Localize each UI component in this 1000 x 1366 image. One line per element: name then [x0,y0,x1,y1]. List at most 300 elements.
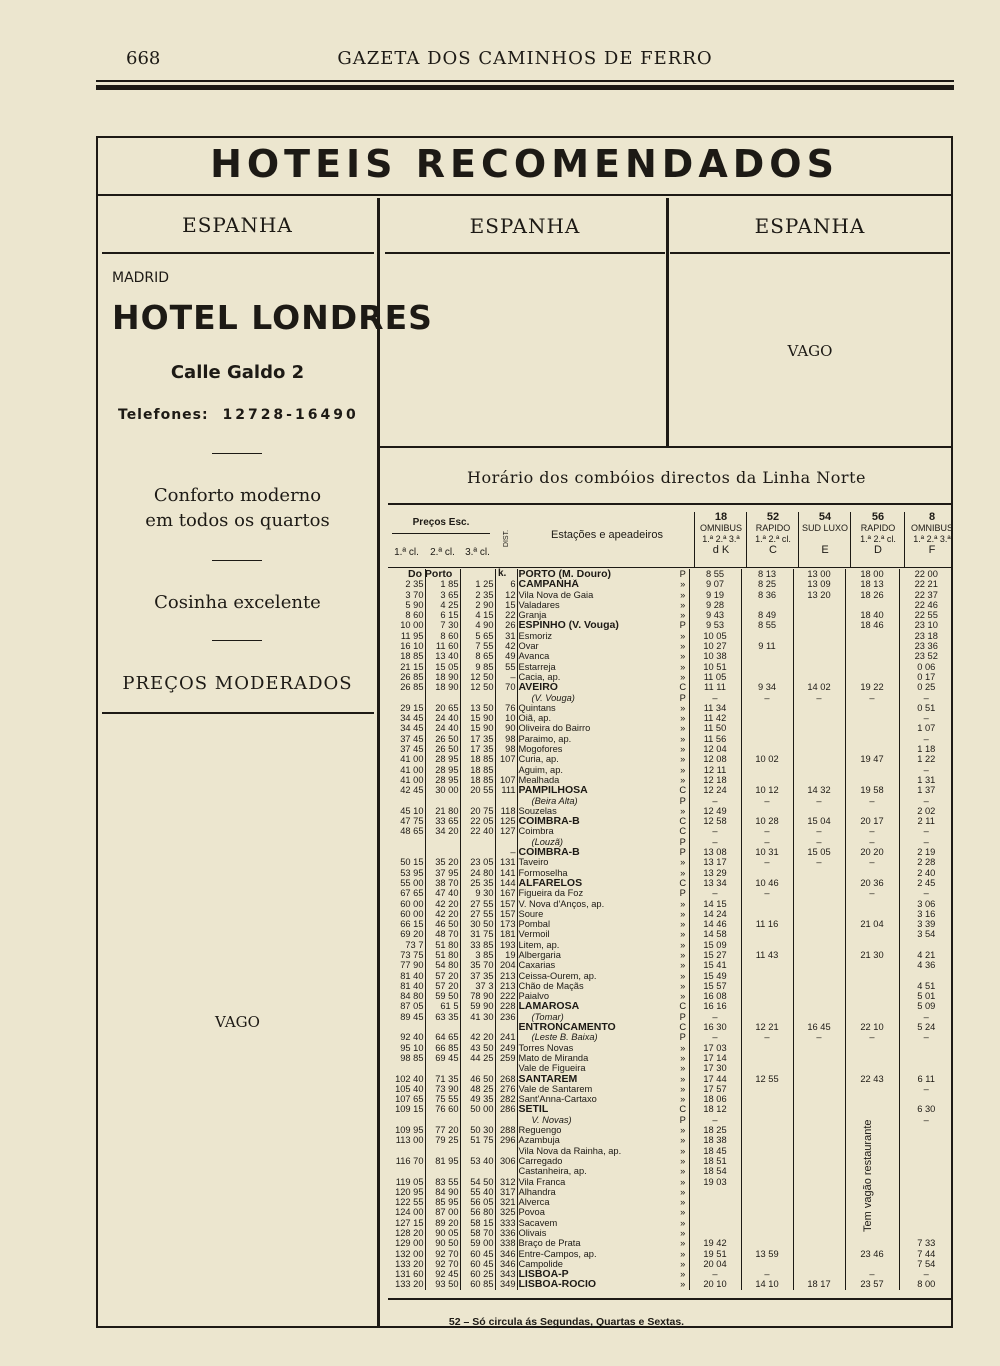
price-1st: 109 15 [388,1104,425,1114]
time-train-18: 12 18 [689,775,741,785]
time-train-52 [741,940,793,950]
distance: 286 [495,1104,517,1114]
distance: 90 [495,723,517,733]
col1-rule [102,252,374,254]
station-name: Mogofores [518,744,563,755]
station-mark: » [680,991,686,1002]
time-train-56 [845,1063,899,1073]
station-mark: » [680,1094,686,1105]
time-train-56 [845,1094,899,1104]
time-train-8: 22 21 [899,579,953,589]
time-train-52 [741,991,793,1001]
price-2nd: 42 20 [425,899,460,909]
price-3rd: 37 3 [460,981,495,991]
time-train-56: – [845,693,899,703]
timetable-row [388,1063,953,1073]
station-mark: » [680,898,686,909]
timetable-row [388,765,953,775]
price-1st: 107 65 [388,1094,425,1104]
price-3rd: 25 35 [460,878,495,888]
time-train-56: 20 36 [845,878,899,888]
time-train-56 [845,1043,899,1053]
station-mark: » [680,1238,686,1249]
station-mark: C [679,785,687,796]
distance: 141 [495,868,517,878]
station-name: Esmoriz [518,630,553,641]
price-1st: 81 40 [388,971,425,981]
price-3rd: 20 75 [460,806,495,816]
time-train-8 [899,1156,953,1166]
price-3rd [460,1166,495,1176]
price-3rd: 7 55 [460,641,495,651]
time-train-52: 8 55 [741,620,793,630]
price-3rd: 27 55 [460,909,495,919]
timetable-title: Horário dos combóios directos da Linha Norte [467,468,866,487]
time-train-8: 4 36 [899,960,953,970]
time-train-8: 5 09 [899,1001,953,1011]
time-train-18: 18 38 [689,1135,741,1145]
station-name: Braço de Prata [518,1238,581,1249]
time-train-56 [845,1104,899,1114]
time-train-18 [689,1207,741,1217]
time-train-54 [793,899,845,909]
station-mark: » [680,867,686,878]
time-train-8 [899,971,953,981]
timetable-row [388,579,953,589]
station-mark: P [679,1114,686,1125]
time-train-56 [845,991,899,1001]
time-train-8: 4 51 [899,981,953,991]
price-2nd: 21 80 [425,806,460,816]
price-2nd: 11 60 [425,641,460,651]
time-train-8: 5 24 [899,1022,953,1032]
time-train-8: 1 31 [899,775,953,785]
time-train-8 [899,1043,953,1053]
price-1st: 11 95 [388,631,425,641]
station-name: (Louzã) [531,836,564,847]
price-3rd: 12 50 [460,682,495,692]
station-mark: » [680,661,686,672]
station-name: Entre-Campos, ap. [518,1248,597,1259]
time-train-56 [845,600,899,610]
price-1st: 133 20 [388,1259,425,1269]
price-3rd: 30 50 [460,919,495,929]
time-train-54: 14 02 [793,682,845,692]
time-train-8: 2 02 [899,806,953,816]
price-3rd: 42 20 [460,1032,495,1042]
price-1st: 120 95 [388,1187,425,1197]
time-train-18: 13 34 [689,878,741,888]
time-train-18: 11 42 [689,713,741,723]
distance [495,1146,517,1156]
price-2nd: 20 65 [425,703,460,713]
time-train-18: 12 11 [689,765,741,775]
price-1st: 129 00 [388,1238,425,1248]
station-mark: » [680,1135,686,1146]
price-1st: 16 10 [388,641,425,651]
price-3rd: 17 35 [460,744,495,754]
price-2nd: 26 50 [425,744,460,754]
time-train-56: 21 30 [845,950,899,960]
time-train-8: 3 39 [899,919,953,929]
price-3rd: 17 35 [460,734,495,744]
time-train-56: 21 04 [845,919,899,929]
distance: 338 [495,1238,517,1248]
distance: 111 [495,785,517,795]
station-name: Taveiro [518,857,549,868]
distance: – [495,672,517,682]
station-mark: » [680,960,686,971]
time-train-18: 20 10 [689,1279,741,1289]
time-train-56: 18 46 [845,620,899,630]
time-train-56 [845,1001,899,1011]
time-train-54: 13 00 [793,569,845,579]
time-train-8 [899,1166,953,1176]
left-vacant-label: VAGO [215,1013,260,1031]
time-train-54 [793,888,845,898]
price-2nd [425,837,460,847]
price-2nd: 77 20 [425,1125,460,1135]
time-train-8: 6 11 [899,1074,953,1084]
train-number: 56 [871,511,885,523]
time-train-52: 14 10 [741,1279,793,1289]
price-2nd: 24 40 [425,723,460,733]
price-1st [388,837,425,847]
price-3rd: 33 85 [460,940,495,950]
time-train-54 [793,703,845,713]
time-train-18: 19 42 [689,1238,741,1248]
price-3rd: 41 30 [460,1012,495,1022]
time-train-54: – [793,826,845,836]
timetable-row [388,1104,953,1114]
timetable-row [388,929,953,939]
time-train-18: – [689,796,741,806]
station-mark: » [680,1166,686,1177]
station-name: AVEIRO [518,682,558,693]
price-3rd: 5 65 [460,631,495,641]
time-train-8: – [899,1012,953,1022]
time-train-18: 15 27 [689,950,741,960]
time-train-18: 12 08 [689,754,741,764]
price-3rd: 23 05 [460,857,495,867]
timetable-row [388,837,953,847]
time-train-56: 22 10 [845,1022,899,1032]
station-name: Oiã, ap. [518,713,552,724]
column-header-1: ESPANHA [182,213,293,237]
price-2nd: 13 40 [425,651,460,661]
station-name: Castanheira, ap. [518,1166,587,1177]
price-1st: 37 45 [388,734,425,744]
price-2nd: 42 20 [425,909,460,919]
time-train-56 [845,672,899,682]
price-3rd: 22 40 [460,826,495,836]
time-train-54 [793,754,845,764]
train-header [746,512,799,567]
time-train-8: 2 40 [899,868,953,878]
time-train-18: 14 46 [689,919,741,929]
price-1st: 21 15 [388,662,425,672]
hotel-address: Calle Galdo 2 [170,362,305,383]
distance: 317 [495,1187,517,1197]
time-train-54 [793,641,845,651]
time-train-18: 16 30 [689,1022,741,1032]
distance [495,837,517,847]
timetable-row [388,796,953,806]
time-train-18: 15 09 [689,940,741,950]
price-1st: 92 40 [388,1032,425,1042]
time-train-56: – [845,1269,899,1279]
station-mark: » [680,980,686,991]
station-name: Ceissa-Ourem, ap. [518,970,597,981]
price-1st: 113 00 [388,1135,425,1145]
price-1st: 29 15 [388,703,425,713]
timetable-row [388,1269,953,1279]
time-train-56: 19 58 [845,785,899,795]
time-train-8 [899,1228,953,1238]
price-1st: 105 40 [388,1084,425,1094]
distance: 131 [495,857,517,867]
time-train-8: – [899,1269,953,1279]
time-train-52 [741,899,793,909]
time-train-18: 20 04 [689,1259,741,1269]
time-train-8: 3 06 [899,899,953,909]
distance [495,1063,517,1073]
price-1st: 26 85 [388,682,425,692]
price-2nd: 8 60 [425,631,460,641]
price-2nd: 28 95 [425,765,460,775]
price-3rd: 53 40 [460,1156,495,1166]
time-train-18: 12 49 [689,806,741,816]
price-1st: 41 00 [388,754,425,764]
time-train-56: – [845,826,899,836]
price-3rd: 12 50 [460,672,495,682]
station-mark: C [679,682,687,693]
price-2nd: 38 70 [425,878,460,888]
time-train-18: 12 24 [689,785,741,795]
hotel-separator-1 [212,453,262,454]
price-2nd: 90 05 [425,1228,460,1238]
time-train-54: – [793,796,845,806]
time-train-18: 18 06 [689,1094,741,1104]
price-3rd [460,1063,495,1073]
station-mark: P [679,836,686,847]
time-train-56: – [845,1032,899,1042]
time-train-18: 9 28 [689,600,741,610]
timetable-row [388,693,953,703]
time-train-56: – [845,888,899,898]
price-3rd: 3 85 [460,950,495,960]
time-train-18: – [689,826,741,836]
time-train-52 [741,600,793,610]
timetable-bottom-rule [388,1298,953,1300]
price-2nd: 71 35 [425,1074,460,1084]
time-train-54 [793,878,845,888]
timetable-row [388,610,953,620]
price-1st [388,1166,425,1176]
price-3rd: 50 00 [460,1104,495,1114]
price-3rd: 24 80 [460,868,495,878]
time-train-52 [741,909,793,919]
time-train-8: – [899,1032,953,1042]
time-train-52: 12 21 [741,1022,793,1032]
time-train-52 [741,1187,793,1197]
price-2nd [425,796,460,806]
prices-underline [392,533,490,534]
distance: 127 [495,826,517,836]
price-2nd: 85 95 [425,1197,460,1207]
train-type: OMNIBUS [699,523,742,533]
time-train-54 [793,1012,845,1022]
station-name: Litem, ap. [518,939,560,950]
title-rule [98,194,951,196]
time-train-52 [741,1238,793,1248]
time-train-18: 12 04 [689,744,741,754]
time-train-54 [793,1228,845,1238]
distance: 15 [495,600,517,610]
station-mark: » [680,805,686,816]
station-name: Pombal [518,919,551,930]
time-train-56: 18 00 [845,569,899,579]
station-mark: » [680,1207,686,1218]
prices-header: Preços Esc. [412,517,470,528]
price-2nd: 83 55 [425,1177,460,1187]
station-name: Aguim, ap. [518,764,563,775]
station-mark: » [680,774,686,785]
price-1st: 5 90 [388,600,425,610]
station-mark: P [679,692,686,703]
station-mark: » [680,713,686,724]
time-train-8: 2 45 [899,878,953,888]
timetable-row [388,662,953,672]
price-2nd: 87 00 [425,1207,460,1217]
timetable-row [388,1032,953,1042]
station-mark: » [680,1145,686,1156]
distance: 167 [495,888,517,898]
price-1st: 132 00 [388,1249,425,1259]
distance: 282 [495,1094,517,1104]
time-train-18: 11 11 [689,682,741,692]
time-train-52 [741,631,793,641]
price-3rd: 44 25 [460,1053,495,1063]
price-1st: 124 00 [388,1207,425,1217]
timetable-row [388,1279,953,1289]
timetable-row [388,775,953,785]
time-train-18: 17 30 [689,1063,741,1073]
train-class: 1.ª 2.ª cl. [860,534,896,544]
train-number: 54 [818,511,832,523]
train-code: C [769,544,777,556]
price-2nd [425,1115,460,1125]
station-name: Sacavem [518,1217,558,1228]
timetable-row [388,971,953,981]
time-train-18: 18 12 [689,1104,741,1114]
station-name: (Leste B. Baixa) [531,1032,598,1043]
distance: 346 [495,1259,517,1269]
time-train-54 [793,1135,845,1145]
time-train-54 [793,1207,845,1217]
station-name: Cacia, ap. [518,671,561,682]
price-2nd: 35 20 [425,857,460,867]
distance [495,765,517,775]
time-train-52: 10 02 [741,754,793,764]
station-name: Curia, ap. [518,754,559,765]
distance: 98 [495,744,517,754]
distance: 12 [495,590,517,600]
time-train-52 [741,672,793,682]
station-mark: » [680,1042,686,1053]
train-class: 1.ª 2.ª 3.ª [702,534,740,544]
timetable-row [388,1022,953,1032]
station-mark: » [680,919,686,930]
time-train-56 [845,631,899,641]
price-1st: 131 60 [388,1269,425,1279]
station-name: Alhandra [518,1186,556,1197]
time-train-56 [845,1084,899,1094]
time-train-52: 8 49 [741,610,793,620]
train-type: RAPIDO [755,523,791,533]
station-name: Azambuja [518,1135,560,1146]
time-train-54 [793,672,845,682]
col2-rule [385,252,665,254]
price-1st: 3 70 [388,590,425,600]
station-name: ENTRONCAMENTO [518,1022,616,1033]
station-mark: C [679,1104,687,1115]
time-train-8: 7 54 [899,1259,953,1269]
time-train-18: 10 51 [689,662,741,672]
price-1st: 128 20 [388,1228,425,1238]
price-3rd: 22 05 [460,816,495,826]
time-train-18: 9 53 [689,620,741,630]
time-train-52 [741,734,793,744]
time-train-52 [741,1043,793,1053]
price-1st: 67 65 [388,888,425,898]
column-header-2: ESPANHA [469,214,581,238]
station-name: Granja [518,610,547,621]
price-3rd: 59 00 [460,1238,495,1248]
time-train-54: 13 20 [793,590,845,600]
price-2nd: 79 25 [425,1135,460,1145]
time-train-52 [741,1125,793,1135]
time-train-8 [899,1146,953,1156]
station-name: Figueira da Foz [518,888,584,899]
time-train-52 [741,713,793,723]
timetable-row [388,682,953,692]
station-mark: » [680,744,686,755]
price-2nd: 46 50 [425,919,460,929]
time-train-52: – [741,1032,793,1042]
timetable-row [388,909,953,919]
price-1st: 37 45 [388,744,425,754]
time-train-8: 8 00 [899,1279,953,1289]
station-mark: » [680,1217,686,1228]
station-name: Sant'Anna-Cartaxo [518,1094,597,1105]
time-train-52 [741,981,793,991]
price-3rd: 60 25 [460,1269,495,1279]
station-name: LISBOA-P [518,1269,569,1280]
station-mark: P [679,888,686,899]
price-2nd [425,847,460,857]
time-train-54 [793,1084,845,1094]
time-train-18: 11 05 [689,672,741,682]
price-3rd: 37 35 [460,971,495,981]
time-train-8: 1 18 [899,744,953,754]
train-code: d K [712,544,730,556]
time-train-52 [741,765,793,775]
timetable-row [388,1074,953,1084]
station-name: Vila Franca [518,1176,566,1187]
timetable-row [388,734,953,744]
time-train-54 [793,662,845,672]
